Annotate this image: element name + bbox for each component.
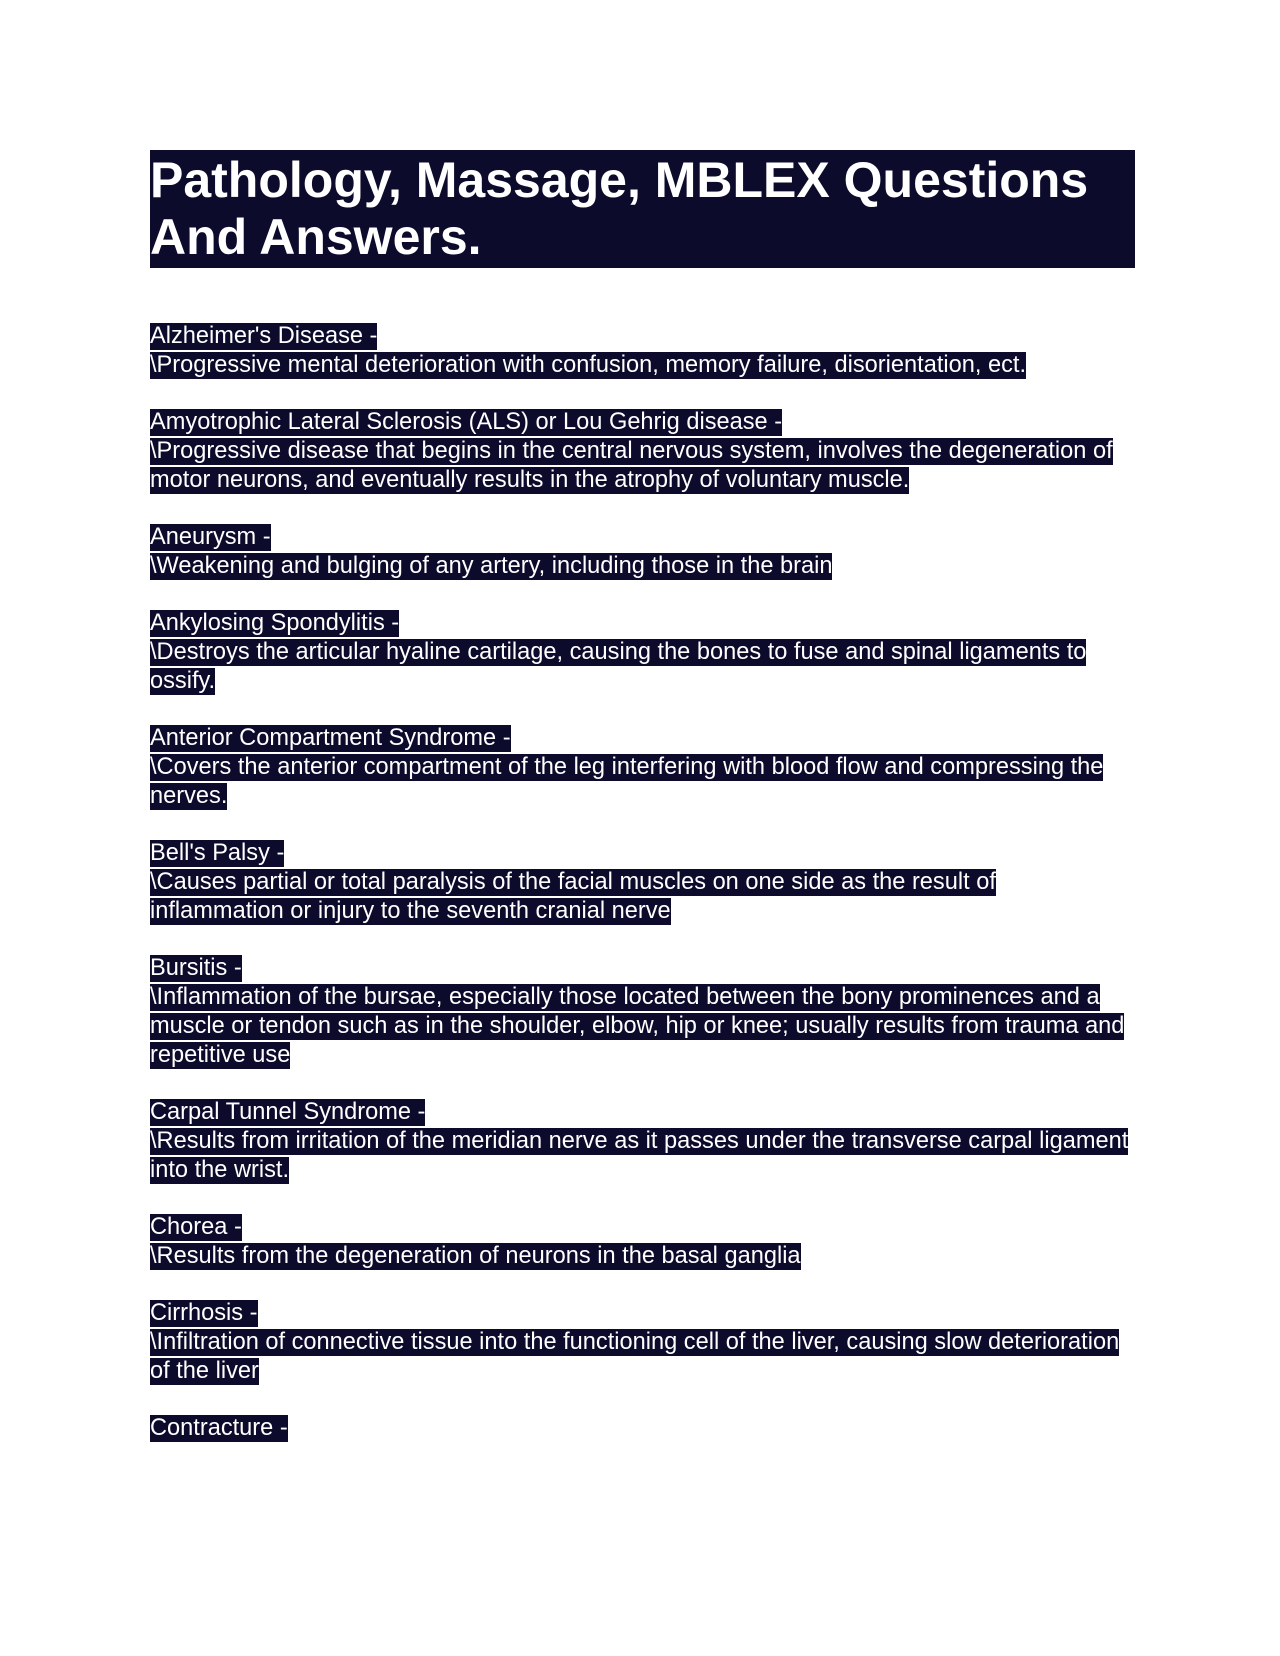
entry-definition: \Results from the degeneration of neurons in the basal ganglia: [150, 1243, 801, 1269]
entry-term: Carpal Tunnel Syndrome -: [150, 1099, 426, 1125]
entry-definition: \Inflammation of the bursae, especially those located between the bony prominences and a muscle or tendon such as in the shoulder, elbow, hip or knee; usually results from trauma and repetitive use: [150, 984, 1125, 1068]
entry-term: Amyotrophic Lateral Sclerosis (ALS) or Lou Gehrig disease -: [150, 409, 783, 435]
entry-term: Aneurysm -: [150, 524, 271, 550]
title-block: [150, 150, 1135, 268]
entry-definition: \Covers the anterior compartment of the leg interfering with blood flow and compressing the nerves.: [150, 754, 1104, 809]
entry-definition: \Progressive mental deterioration with confusion, memory failure, disorientation, ect.: [150, 352, 1026, 378]
entry-list: [150, 322, 1135, 1443]
entry-term: Alzheimer's Disease -: [150, 323, 378, 349]
entry-term: Contracture -: [150, 1415, 288, 1441]
entry-contracture: [150, 1414, 1135, 1443]
entry-bursitis: [150, 954, 1135, 1070]
entry-term: Chorea -: [150, 1214, 242, 1240]
entry-term: Ankylosing Spondylitis -: [150, 610, 400, 636]
entry-definition: \Results from irritation of the meridian nerve as it passes under the transverse carpal ligament into the wrist.: [150, 1128, 1129, 1183]
entry-als: [150, 408, 1135, 495]
document-title: Pathology, Massage, MBLEX Questions And Answers.: [150, 152, 1089, 265]
entry-term: Bursitis -: [150, 955, 242, 981]
entry-definition: \Infiltration of connective tissue into the functioning cell of the liver, causing slow deterioration of the liver: [150, 1329, 1120, 1384]
entry-definition: \Weakening and bulging of any artery, including those in the brain: [150, 553, 833, 579]
entry-anterior-compartment-syndrome: [150, 724, 1135, 811]
entry-chorea: [150, 1213, 1135, 1271]
entry-alzheimers: [150, 322, 1135, 380]
document-page: [150, 150, 1135, 1471]
entry-definition: \Progressive disease that begins in the central nervous system, involves the degeneration of motor neurons, and eventually results in the atrophy of voluntary muscle.: [150, 438, 1113, 493]
entry-definition: \Causes partial or total paralysis of the facial muscles on one side as the result of inflammation or injury to the seventh cranial nerve: [150, 869, 996, 924]
entry-term: Bell's Palsy -: [150, 840, 285, 866]
entry-definition: \Destroys the articular hyaline cartilage, causing the bones to fuse and spinal ligaments to ossify.: [150, 639, 1087, 694]
entry-term: Anterior Compartment Syndrome -: [150, 725, 511, 751]
entry-cirrhosis: [150, 1299, 1135, 1386]
entry-aneurysm: [150, 523, 1135, 581]
entry-carpal-tunnel-syndrome: [150, 1098, 1135, 1185]
entry-term: Cirrhosis -: [150, 1300, 258, 1326]
entry-ankylosing-spondylitis: [150, 609, 1135, 696]
entry-bells-palsy: [150, 839, 1135, 926]
